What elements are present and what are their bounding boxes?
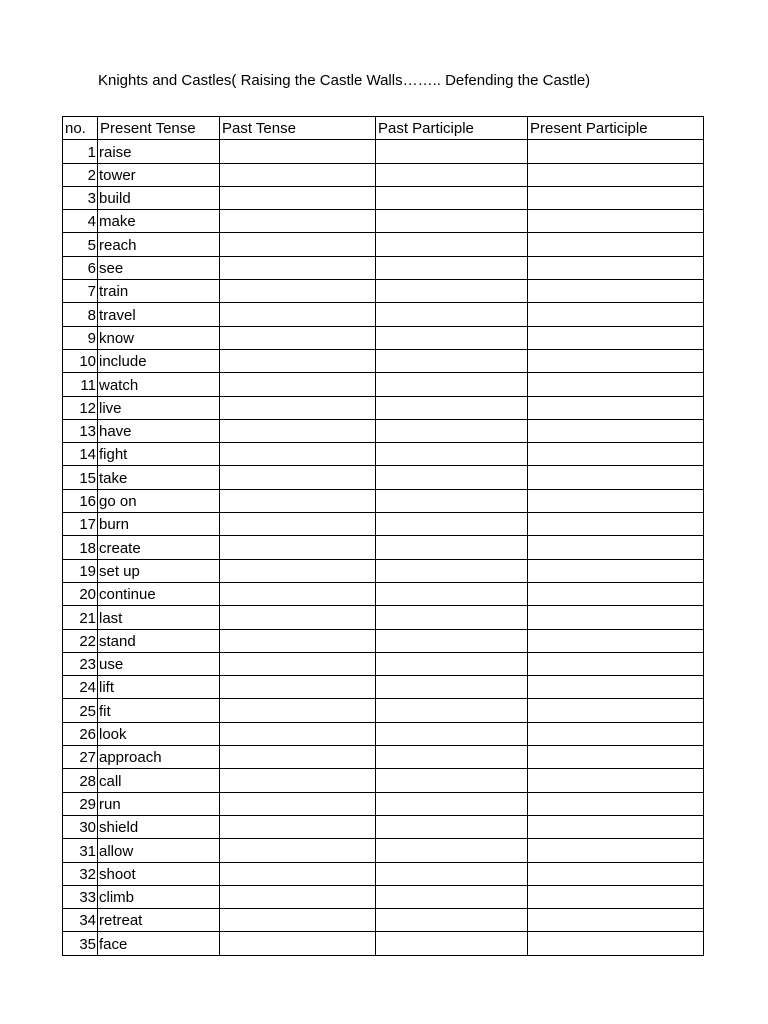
row-number: 30	[63, 815, 98, 838]
row-number: 9	[63, 326, 98, 349]
table-row	[63, 396, 704, 419]
present-tense-cell: fit	[98, 699, 220, 722]
table-row	[63, 932, 704, 955]
table-row	[63, 559, 704, 582]
table-row	[63, 722, 704, 745]
past-tense-cell	[220, 303, 376, 326]
present-tense-cell: live	[98, 396, 220, 419]
past-participle-cell	[376, 606, 528, 629]
table-row	[63, 419, 704, 442]
present-participle-cell	[528, 722, 704, 745]
present-participle-cell	[528, 676, 704, 699]
table-row	[63, 210, 704, 233]
table-row	[63, 326, 704, 349]
past-participle-cell	[376, 396, 528, 419]
present-participle-cell	[528, 280, 704, 303]
past-tense-cell	[220, 559, 376, 582]
present-tense-cell: include	[98, 349, 220, 372]
past-tense-cell	[220, 210, 376, 233]
row-number: 28	[63, 769, 98, 792]
header-past-participle: Past Participle	[376, 117, 528, 140]
table-row	[63, 862, 704, 885]
present-tense-cell: shield	[98, 815, 220, 838]
present-participle-cell	[528, 140, 704, 163]
row-number: 4	[63, 210, 98, 233]
row-number: 16	[63, 489, 98, 512]
past-tense-cell	[220, 676, 376, 699]
present-tense-cell: make	[98, 210, 220, 233]
table-row	[63, 513, 704, 536]
table-row	[63, 839, 704, 862]
row-number: 10	[63, 349, 98, 372]
present-participle-cell	[528, 909, 704, 932]
present-tense-cell: approach	[98, 746, 220, 769]
present-participle-cell	[528, 629, 704, 652]
present-tense-cell: retreat	[98, 909, 220, 932]
present-participle-cell	[528, 443, 704, 466]
past-tense-cell	[220, 489, 376, 512]
row-number: 12	[63, 396, 98, 419]
past-participle-cell	[376, 722, 528, 745]
past-participle-cell	[376, 373, 528, 396]
row-number: 20	[63, 582, 98, 605]
table-row	[63, 256, 704, 279]
table-row	[63, 186, 704, 209]
row-number: 22	[63, 629, 98, 652]
present-participle-cell	[528, 746, 704, 769]
present-participle-cell	[528, 652, 704, 675]
row-number: 1	[63, 140, 98, 163]
present-participle-cell	[528, 233, 704, 256]
table-row	[63, 582, 704, 605]
past-participle-cell	[376, 419, 528, 442]
row-number: 23	[63, 652, 98, 675]
present-tense-cell: set up	[98, 559, 220, 582]
table-row	[63, 280, 704, 303]
table-row	[63, 629, 704, 652]
present-tense-cell: reach	[98, 233, 220, 256]
past-participle-cell	[376, 909, 528, 932]
past-tense-cell	[220, 419, 376, 442]
past-tense-cell	[220, 280, 376, 303]
row-number: 2	[63, 163, 98, 186]
header-past-tense: Past Tense	[220, 117, 376, 140]
present-participle-cell	[528, 303, 704, 326]
row-number: 26	[63, 722, 98, 745]
present-tense-cell: allow	[98, 839, 220, 862]
past-tense-cell	[220, 140, 376, 163]
past-participle-cell	[376, 233, 528, 256]
table-row	[63, 163, 704, 186]
present-tense-cell: build	[98, 186, 220, 209]
past-participle-cell	[376, 699, 528, 722]
row-number: 3	[63, 186, 98, 209]
table-row	[63, 769, 704, 792]
present-tense-cell: take	[98, 466, 220, 489]
past-participle-cell	[376, 513, 528, 536]
row-number: 27	[63, 746, 98, 769]
row-number: 19	[63, 559, 98, 582]
present-participle-cell	[528, 210, 704, 233]
present-participle-cell	[528, 862, 704, 885]
present-participle-cell	[528, 792, 704, 815]
present-participle-cell	[528, 699, 704, 722]
table-row	[63, 606, 704, 629]
present-tense-cell: climb	[98, 885, 220, 908]
past-participle-cell	[376, 349, 528, 372]
past-tense-cell	[220, 699, 376, 722]
past-tense-cell	[220, 746, 376, 769]
present-participle-cell	[528, 769, 704, 792]
present-tense-cell: see	[98, 256, 220, 279]
page-title: Knights and Castles( Raising the Castle Walls…….. Defending the Castle)	[98, 72, 591, 89]
table-row	[63, 909, 704, 932]
past-tense-cell	[220, 792, 376, 815]
past-participle-cell	[376, 140, 528, 163]
present-participle-cell	[528, 466, 704, 489]
present-participle-cell	[528, 582, 704, 605]
row-number: 14	[63, 443, 98, 466]
row-number: 17	[63, 513, 98, 536]
present-tense-cell: raise	[98, 140, 220, 163]
past-participle-cell	[376, 466, 528, 489]
past-tense-cell	[220, 513, 376, 536]
row-number: 6	[63, 256, 98, 279]
present-tense-cell: go on	[98, 489, 220, 512]
present-participle-cell	[528, 326, 704, 349]
table-header-row	[63, 117, 704, 140]
present-participle-cell	[528, 815, 704, 838]
past-tense-cell	[220, 839, 376, 862]
table-row	[63, 466, 704, 489]
past-tense-cell	[220, 815, 376, 838]
row-number: 35	[63, 932, 98, 955]
row-number: 13	[63, 419, 98, 442]
past-participle-cell	[376, 280, 528, 303]
present-tense-cell: burn	[98, 513, 220, 536]
table-row	[63, 746, 704, 769]
row-number: 18	[63, 536, 98, 559]
present-participle-cell	[528, 489, 704, 512]
present-participle-cell	[528, 419, 704, 442]
present-participle-cell	[528, 885, 704, 908]
present-tense-cell: travel	[98, 303, 220, 326]
past-tense-cell	[220, 652, 376, 675]
row-number: 24	[63, 676, 98, 699]
verb-table	[62, 116, 704, 956]
present-tense-cell: watch	[98, 373, 220, 396]
past-tense-cell	[220, 909, 376, 932]
past-participle-cell	[376, 792, 528, 815]
present-participle-cell	[528, 373, 704, 396]
table-row	[63, 536, 704, 559]
row-number: 31	[63, 839, 98, 862]
row-number: 25	[63, 699, 98, 722]
past-participle-cell	[376, 652, 528, 675]
present-participle-cell	[528, 396, 704, 419]
past-participle-cell	[376, 186, 528, 209]
present-tense-cell: use	[98, 652, 220, 675]
past-participle-cell	[376, 885, 528, 908]
table-body	[63, 140, 704, 955]
past-tense-cell	[220, 932, 376, 955]
past-participle-cell	[376, 489, 528, 512]
row-number: 33	[63, 885, 98, 908]
present-tense-cell: run	[98, 792, 220, 815]
row-number: 34	[63, 909, 98, 932]
present-participle-cell	[528, 163, 704, 186]
present-tense-cell: shoot	[98, 862, 220, 885]
table-row	[63, 676, 704, 699]
table-row	[63, 303, 704, 326]
past-tense-cell	[220, 536, 376, 559]
present-tense-cell: continue	[98, 582, 220, 605]
table-row	[63, 652, 704, 675]
table-row	[63, 373, 704, 396]
present-participle-cell	[528, 256, 704, 279]
past-participle-cell	[376, 582, 528, 605]
past-participle-cell	[376, 769, 528, 792]
past-participle-cell	[376, 210, 528, 233]
past-participle-cell	[376, 629, 528, 652]
past-tense-cell	[220, 349, 376, 372]
past-participle-cell	[376, 326, 528, 349]
past-participle-cell	[376, 559, 528, 582]
past-participle-cell	[376, 536, 528, 559]
table-row	[63, 489, 704, 512]
table-row	[63, 443, 704, 466]
present-tense-cell: tower	[98, 163, 220, 186]
past-tense-cell	[220, 163, 376, 186]
past-participle-cell	[376, 746, 528, 769]
header-present-participle: Present Participle	[528, 117, 704, 140]
present-tense-cell: look	[98, 722, 220, 745]
present-participle-cell	[528, 559, 704, 582]
row-number: 7	[63, 280, 98, 303]
past-tense-cell	[220, 256, 376, 279]
past-tense-cell	[220, 466, 376, 489]
table-row	[63, 233, 704, 256]
row-number: 21	[63, 606, 98, 629]
table-row	[63, 699, 704, 722]
present-participle-cell	[528, 349, 704, 372]
table-row	[63, 140, 704, 163]
table-row	[63, 349, 704, 372]
row-number: 32	[63, 862, 98, 885]
table-row	[63, 792, 704, 815]
present-participle-cell	[528, 606, 704, 629]
past-participle-cell	[376, 839, 528, 862]
past-tense-cell	[220, 769, 376, 792]
row-number: 11	[63, 373, 98, 396]
present-participle-cell	[528, 932, 704, 955]
past-tense-cell	[220, 373, 376, 396]
row-number: 29	[63, 792, 98, 815]
past-participle-cell	[376, 443, 528, 466]
present-tense-cell: know	[98, 326, 220, 349]
row-number: 15	[63, 466, 98, 489]
present-tense-cell: have	[98, 419, 220, 442]
past-tense-cell	[220, 862, 376, 885]
present-tense-cell: face	[98, 932, 220, 955]
header-no: no.	[63, 117, 98, 140]
present-tense-cell: train	[98, 280, 220, 303]
past-tense-cell	[220, 233, 376, 256]
past-participle-cell	[376, 862, 528, 885]
present-participle-cell	[528, 536, 704, 559]
row-number: 8	[63, 303, 98, 326]
past-tense-cell	[220, 722, 376, 745]
past-participle-cell	[376, 932, 528, 955]
past-tense-cell	[220, 582, 376, 605]
present-participle-cell	[528, 186, 704, 209]
present-participle-cell	[528, 513, 704, 536]
present-tense-cell: call	[98, 769, 220, 792]
header-present-tense: Present Tense	[98, 117, 220, 140]
table-row	[63, 815, 704, 838]
present-tense-cell: stand	[98, 629, 220, 652]
present-participle-cell	[528, 839, 704, 862]
past-participle-cell	[376, 676, 528, 699]
past-participle-cell	[376, 163, 528, 186]
table-row	[63, 885, 704, 908]
past-participle-cell	[376, 256, 528, 279]
past-participle-cell	[376, 815, 528, 838]
past-tense-cell	[220, 443, 376, 466]
present-tense-cell: fight	[98, 443, 220, 466]
present-tense-cell: create	[98, 536, 220, 559]
past-tense-cell	[220, 186, 376, 209]
past-tense-cell	[220, 326, 376, 349]
present-tense-cell: last	[98, 606, 220, 629]
past-tense-cell	[220, 885, 376, 908]
present-tense-cell: lift	[98, 676, 220, 699]
past-tense-cell	[220, 396, 376, 419]
past-tense-cell	[220, 606, 376, 629]
past-tense-cell	[220, 629, 376, 652]
past-participle-cell	[376, 303, 528, 326]
row-number: 5	[63, 233, 98, 256]
